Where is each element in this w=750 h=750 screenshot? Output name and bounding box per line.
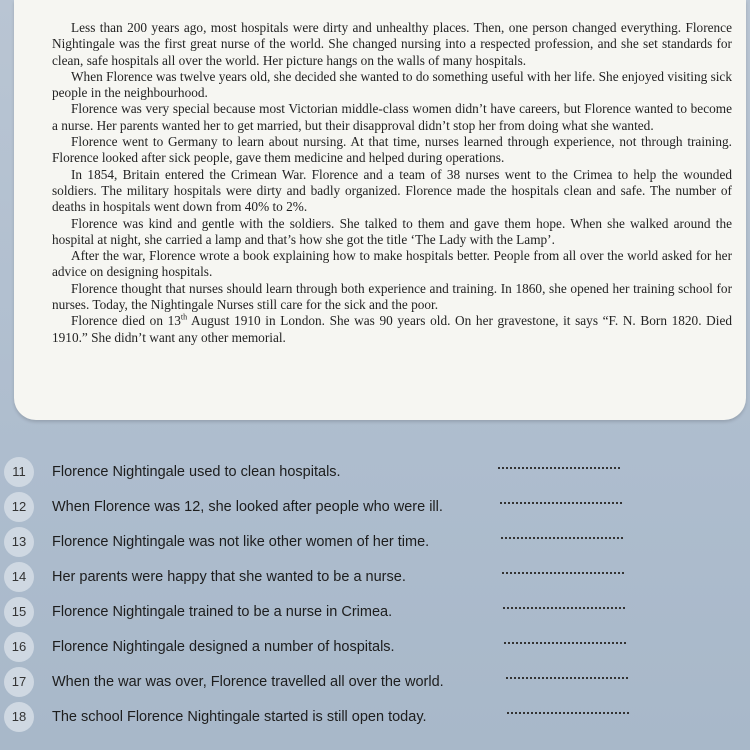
answer-line[interactable] bbox=[506, 676, 628, 679]
question-number: 18 bbox=[4, 702, 34, 732]
question-item bbox=[0, 489, 750, 523]
paragraph-7: After the war, Florence wrote a book explaining how to make hospitals better. People from all over the world asked for her advice on designing hospitals. bbox=[52, 248, 732, 280]
question-item bbox=[0, 629, 750, 663]
question-number: 12 bbox=[4, 492, 34, 522]
question-number: 16 bbox=[4, 632, 34, 662]
answer-line[interactable] bbox=[500, 501, 622, 504]
paragraph-2: When Florence was twelve years old, she decided she wanted to do something useful with her life. She enjoyed visiting sick people in the neighbourhood. bbox=[52, 68, 732, 101]
paragraph-5: In 1854, Britain entered the Crimean War. Florence and a team of 38 nurses went to the Crimea to help the wounded soldiers. The military hospitals were dirty and badly organized. Florence made the hospitals clean and safe. The number of deaths in hospitals went down from 40% to 2%. bbox=[52, 166, 732, 215]
question-number: 17 bbox=[4, 667, 34, 697]
answer-line[interactable] bbox=[501, 536, 623, 539]
question-item bbox=[0, 559, 750, 593]
answer-line[interactable] bbox=[498, 466, 620, 469]
paragraph-3: Florence was very special because most Victorian middle-class women didn’t have careers, but Florence wanted to become a nurse. Her parents wanted her to get married, but their disapproval didn’t stop her from doing what she wanted. bbox=[52, 101, 732, 133]
question-number: 14 bbox=[4, 562, 34, 592]
question-text: Florence Nightingale was not like other women of her time. bbox=[52, 534, 430, 550]
question-number: 11 bbox=[4, 457, 34, 487]
question-number: 15 bbox=[4, 597, 34, 627]
question-item bbox=[0, 454, 750, 488]
question-text: When Florence was 12, she looked after people who were ill. bbox=[52, 499, 443, 515]
paragraph-4: Florence went to Germany to learn about nursing. At that time, nurses learned through experience, not through training. Florence looked after sick people, gave them medicine and helped during operations. bbox=[52, 134, 732, 166]
paragraph-1: Less than 200 years ago, most hospitals were dirty and unhealthy places. Then, one person changed everything. Florence Nightingale was the first great nurse of the world. She changed nursing into a respected profession, and she set standards for clean, safe hospitals all over the world. Her picture hangs on the walls of many hospitals. bbox=[52, 20, 732, 68]
reading-card bbox=[14, 0, 746, 420]
question-item bbox=[0, 594, 750, 628]
question-text: The school Florence Nightingale started is still open today. bbox=[52, 709, 427, 725]
question-text: When the war was over, Florence travelled all over the world. bbox=[52, 674, 444, 690]
answer-line[interactable] bbox=[504, 641, 626, 644]
paragraph-9 bbox=[52, 313, 732, 346]
question-text: Florence Nightingale trained to be a nurse in Crimea. bbox=[52, 604, 393, 620]
question-item bbox=[0, 664, 750, 698]
question-text: Florence Nightingale designed a number of hospitals. bbox=[52, 639, 395, 655]
question-item bbox=[0, 524, 750, 558]
question-text: Florence Nightingale used to clean hospitals. bbox=[52, 464, 341, 480]
question-item bbox=[0, 699, 750, 733]
answer-line[interactable] bbox=[503, 606, 625, 609]
answer-line[interactable] bbox=[502, 571, 624, 574]
paragraph-9-end: August 1910 in London. She was 90 years old. On her gravestone, it says “F. N. Born 1820. Died 1910.” She didn’t want any other memorial. bbox=[52, 313, 732, 345]
answer-line[interactable] bbox=[507, 711, 629, 714]
question-text: Her parents were happy that she wanted to be a nurse. bbox=[52, 569, 406, 585]
question-number: 13 bbox=[4, 527, 34, 557]
reading-text bbox=[52, 20, 732, 346]
ordinal-suffix: th bbox=[180, 312, 188, 322]
paragraph-9-start: Florence died on 13 bbox=[71, 313, 181, 329]
paragraph-8: Florence thought that nurses should learn through both experience and training. In 1860, she opened her training school for nurses. Today, the Nightingale Nurses still care for the sick and the poor. bbox=[52, 280, 732, 313]
paragraph-6: Florence was kind and gentle with the soldiers. She talked to them and gave them hope. When she walked around the hospital at night, she carried a lamp and that’s how she got the title ‘The Lady with the Lamp’. bbox=[52, 215, 732, 247]
